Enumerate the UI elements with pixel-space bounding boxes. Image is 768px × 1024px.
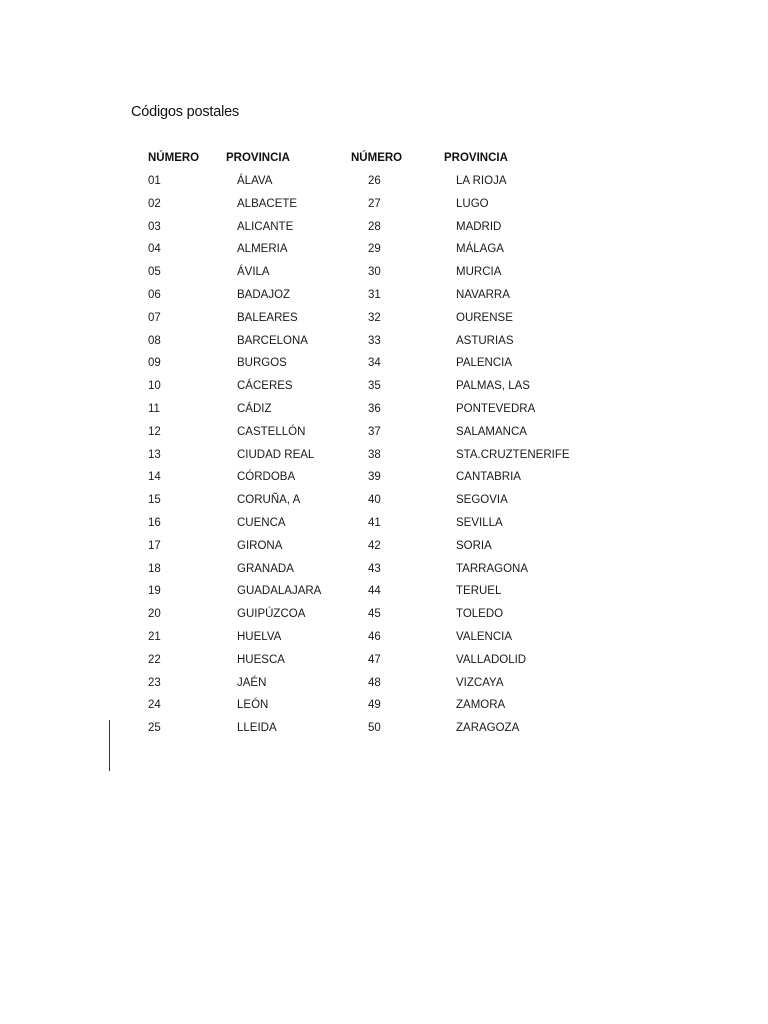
province-name: LEÓN [237, 699, 269, 712]
province-name: HUELVA [237, 630, 282, 643]
table-row [0, 626, 768, 649]
table-row [0, 603, 768, 626]
province-name: ZAMORA [456, 699, 506, 712]
province-name: SALAMANCA [456, 425, 527, 438]
province-name: PALMAS, LAS [456, 380, 530, 393]
province-name: ÁLAVA [237, 175, 273, 187]
province-name: PALENCIA [456, 357, 513, 370]
table-row [0, 170, 768, 193]
province-name: ALBACETE [237, 197, 298, 210]
postal-number: 02 [148, 197, 161, 210]
province-name: NAVARRA [456, 288, 510, 301]
province-name: HUESCA [237, 653, 285, 666]
province-name: LUGO [456, 197, 489, 210]
postal-number: 06 [148, 288, 161, 301]
postal-number: 01 [148, 175, 161, 187]
postal-number: 37 [368, 425, 381, 438]
postal-number: 38 [368, 448, 381, 461]
province-name: GRANADA [237, 562, 294, 575]
page-title: Códigos postales [131, 104, 240, 120]
postal-number: 29 [368, 243, 381, 256]
header-provincia-2: PROVINCIA [444, 152, 508, 164]
header-numero-2: NÚMERO [351, 152, 403, 164]
province-name: MÁLAGA [456, 243, 504, 256]
table-row [0, 580, 768, 603]
postal-number: 28 [368, 220, 381, 233]
province-name: BALEARES [237, 311, 298, 324]
province-name: BADAJOZ [237, 288, 291, 301]
postal-number: 45 [368, 608, 381, 621]
postal-number: 17 [148, 539, 161, 552]
postal-number: 23 [148, 676, 161, 689]
postal-number: 05 [148, 266, 161, 279]
postal-number: 31 [368, 288, 381, 301]
postal-number: 27 [368, 197, 381, 210]
postal-number: 03 [148, 220, 161, 233]
postal-code-table [0, 170, 768, 740]
province-name: ZARAGOZA [456, 722, 520, 735]
province-name: BURGOS [237, 357, 287, 370]
province-name: VALLADOLID [456, 653, 527, 666]
postal-number: 49 [368, 699, 381, 712]
postal-number: 22 [148, 653, 161, 666]
table-row [0, 398, 768, 421]
table-row [0, 489, 768, 512]
province-name: STA.CRUZTENERIFE [456, 448, 570, 461]
table-row [0, 558, 768, 581]
table-row [0, 421, 768, 444]
table-row [0, 216, 768, 239]
province-name: CÓRDOBA [237, 471, 296, 484]
province-name: CÁDIZ [237, 402, 272, 415]
postal-number: 33 [368, 334, 381, 347]
province-name: JAÉN [237, 676, 267, 689]
province-name: SEVILLA [456, 516, 503, 529]
table-row [0, 193, 768, 216]
province-name: GIRONA [237, 539, 283, 552]
table-row [0, 466, 768, 489]
table-row [0, 512, 768, 535]
province-name: SORIA [456, 539, 492, 552]
postal-number: 25 [148, 722, 161, 735]
postal-number: 48 [368, 676, 381, 689]
postal-number: 47 [368, 653, 381, 666]
province-name: LA RIOJA [456, 175, 507, 187]
postal-number: 34 [368, 357, 381, 370]
table-row [0, 717, 768, 740]
postal-number: 10 [148, 380, 161, 393]
province-name: ASTURIAS [456, 334, 514, 347]
postal-number: 11 [148, 402, 160, 415]
margin-bar [109, 720, 110, 771]
postal-number: 40 [368, 494, 381, 507]
header-numero-1: NÚMERO [148, 152, 200, 164]
postal-number: 15 [148, 494, 161, 507]
province-name: TOLEDO [456, 608, 504, 621]
province-name: SEGOVIA [456, 494, 508, 507]
table-row [0, 444, 768, 467]
postal-number: 19 [148, 585, 161, 598]
province-name: CUENCA [237, 516, 286, 529]
province-name: VIZCAYA [456, 676, 504, 689]
postal-number: 50 [368, 722, 381, 735]
header-provincia-1: PROVINCIA [226, 152, 290, 164]
province-name: ALMERIA [237, 243, 288, 256]
province-name: VALENCIA [456, 630, 513, 643]
province-name: CASTELLÓN [237, 425, 306, 438]
province-name: OURENSE [456, 311, 513, 324]
postal-number: 16 [148, 516, 161, 529]
table-row [0, 284, 768, 307]
postal-number: 08 [148, 334, 161, 347]
province-name: ÁVILA [237, 266, 270, 279]
postal-number: 13 [148, 448, 161, 461]
province-name: BARCELONA [237, 334, 308, 347]
province-name: CORUÑA, A [237, 494, 301, 507]
province-name: PONTEVEDRA [456, 402, 536, 415]
postal-number: 26 [368, 175, 381, 187]
postal-number: 43 [368, 562, 381, 575]
province-name: GUIPÚZCOA [237, 608, 306, 621]
province-name: CIUDAD REAL [237, 448, 315, 461]
postal-number: 42 [368, 539, 381, 552]
postal-number: 32 [368, 311, 381, 324]
postal-number: 35 [368, 380, 381, 393]
table-row [0, 307, 768, 330]
postal-number: 46 [368, 630, 381, 643]
province-name: CANTABRIA [456, 471, 521, 484]
table-row [0, 330, 768, 353]
postal-number: 36 [368, 402, 381, 415]
postal-number: 20 [148, 608, 161, 621]
table-row [0, 535, 768, 558]
table-row [0, 238, 768, 261]
postal-number: 12 [148, 425, 161, 438]
table-row [0, 352, 768, 375]
postal-number: 18 [148, 562, 161, 575]
table-row [0, 375, 768, 398]
postal-number: 44 [368, 585, 381, 598]
table-row [0, 261, 768, 284]
postal-number: 21 [148, 630, 161, 643]
postal-number: 14 [148, 471, 161, 484]
table-row [0, 672, 768, 695]
province-name: TERUEL [456, 585, 502, 598]
table-row [0, 649, 768, 672]
postal-number: 24 [148, 699, 161, 712]
postal-number: 30 [368, 266, 381, 279]
table-row [0, 694, 768, 717]
province-name: TARRAGONA [456, 562, 528, 575]
province-name: MADRID [456, 220, 502, 233]
postal-number: 09 [148, 357, 161, 370]
postal-number: 04 [148, 243, 161, 256]
postal-number: 39 [368, 471, 381, 484]
province-name: MURCIA [456, 266, 502, 279]
postal-number: 07 [148, 311, 161, 324]
province-name: CÁCERES [237, 380, 293, 393]
province-name: ALICANTE [237, 220, 294, 233]
postal-number: 41 [368, 516, 381, 529]
province-name: GUADALAJARA [237, 585, 322, 598]
province-name: LLEIDA [237, 722, 277, 735]
